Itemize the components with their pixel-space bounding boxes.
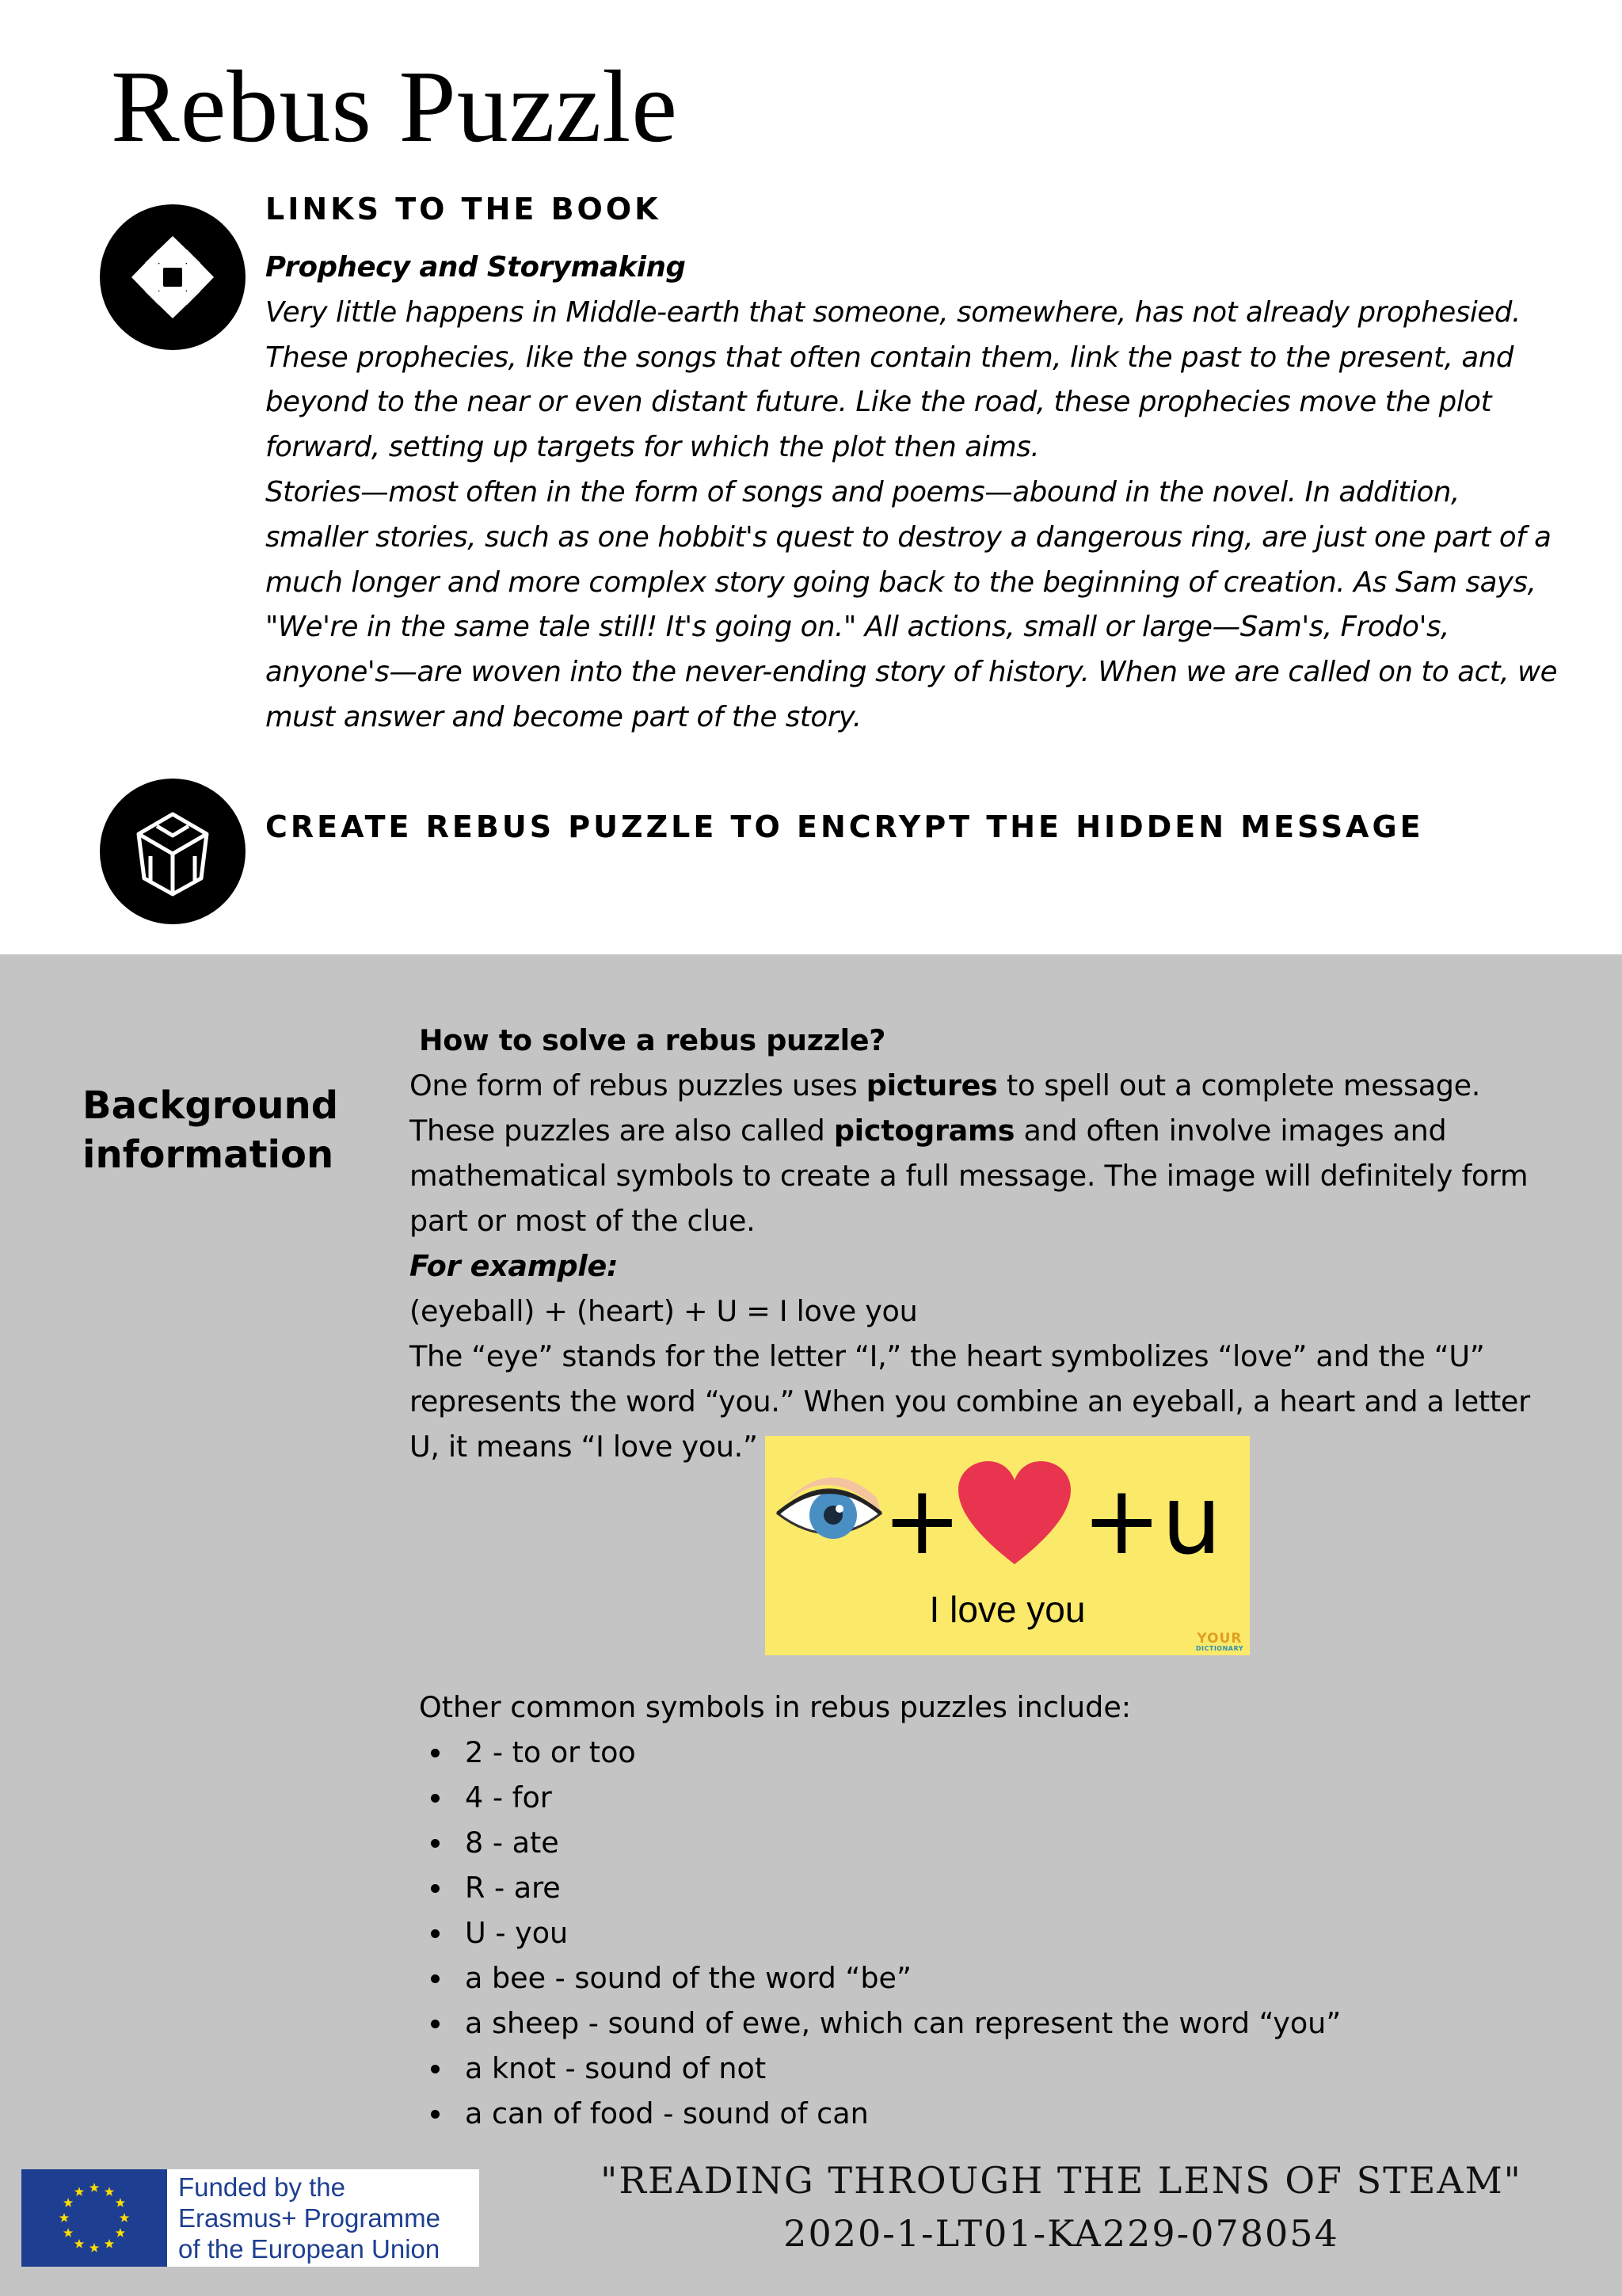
erasmus-funding-badge <box>21 2169 479 2267</box>
eu-flag-icon <box>21 2169 167 2267</box>
your-dictionary-logo: YOUR DICTIONARY <box>1195 1631 1243 1652</box>
list-item: R - are <box>419 1865 1567 1910</box>
list-item: 2 - to or too <box>419 1730 1567 1775</box>
eu-star <box>89 2183 99 2192</box>
background-info <box>409 1018 1574 1469</box>
question-heading: How to solve a rebus puzzle? <box>419 1023 886 1057</box>
cube-icon <box>100 779 246 924</box>
symbols-section <box>419 1685 1567 2136</box>
list-item: a sheep - sound of ewe, which can represent the word “you” <box>419 2001 1567 2046</box>
list-item: a can of food - sound of can <box>419 2091 1567 2136</box>
eu-star <box>116 2198 125 2207</box>
book-subheading: Prophecy and Storymaking <box>265 251 686 284</box>
funding-text: Funded by the Erasmus+ Programme of the European Union <box>178 2172 441 2264</box>
background-label: Background information <box>82 1083 339 1177</box>
symbols-intro: Other common symbols in rebus puzzles include: <box>419 1690 1132 1724</box>
eu-star <box>116 2228 125 2237</box>
rebus-plus-1: + <box>882 1466 962 1576</box>
task-heading: CREATE REBUS PUZZLE TO ENCRYPT THE HIDDEN MESSAGE <box>265 809 1424 844</box>
example-label: For example: <box>409 1249 619 1283</box>
eu-star <box>63 2228 73 2237</box>
eu-star <box>89 2243 99 2252</box>
eu-star <box>74 2239 84 2248</box>
list-item: 4 - for <box>419 1775 1567 1820</box>
book-paragraph-1: Very little happens in Middle-earth that someone, somewhere, has not already prophesied. These prophecies, like the songs that often contain them, link the past to the present, and beyond to the near or even distant future. Like the road, these prophecies move the plot forward, setting up targets for which the plot then aims. <box>265 295 1521 464</box>
eu-star <box>74 2187 84 2196</box>
rebus-plus-u: +u <box>1082 1466 1222 1576</box>
heart-icon <box>955 1460 1074 1571</box>
list-item: 8 - ate <box>419 1820 1567 1865</box>
project-title: "READING THROUGH THE LENS OF STEAM" <box>600 2159 1522 2202</box>
book-text <box>265 246 1564 741</box>
eye-icon <box>770 1466 889 1561</box>
example-explanation: The “eye” stands for the letter “I,” the heart symbolizes “love” and the “U” represents the word “you.” When you combine an eyeball, a heart and a letter U, it means “I love you.” <box>409 1339 1530 1464</box>
intro-paragraph: One form of rebus puzzles uses pictures to spell out a complete message. These puzzles are also called pictograms and often involve images and mathematical symbols to create a full message. The image will definitely form part or most of the clue. <box>409 1068 1529 1238</box>
page-title: Rebus Puzzle <box>111 50 679 164</box>
eu-star <box>63 2198 73 2207</box>
box-diamond-icon <box>100 204 246 350</box>
rebus-example-image <box>765 1436 1250 1655</box>
eu-star <box>105 2239 114 2248</box>
project-code: 2020-1-LT01-KA229-078054 <box>783 2212 1339 2255</box>
example-equation: (eyeball) + (heart) + U = I love you <box>409 1294 918 1328</box>
symbols-list <box>419 1730 1567 2136</box>
rebus-caption: I love you <box>929 1589 1086 1630</box>
list-item: a bee - sound of the word “be” <box>419 1955 1567 2001</box>
book-paragraph-2: Stories—most often in the form of songs and poems—abound in the novel. In addition, smaller stories, such as one hobbit's quest to destroy a dangerous ring, are just one part of a much longer and more complex story going back to the beginning of creation. As Sam says, "We're in the same tale still! It's going on." All actions, small or large—Sam's, Frodo's, anyone's—are woven into the never-ending story of history. When we are called on to act, we must answer and become part of the story. <box>265 475 1558 733</box>
project-footer <box>491 2154 1622 2260</box>
list-item: U - you <box>419 1910 1567 1955</box>
links-heading: LINKS TO THE BOOK <box>265 192 661 227</box>
eu-star <box>105 2187 114 2196</box>
list-item: a knot - sound of not <box>419 2046 1567 2091</box>
eu-star <box>59 2213 69 2222</box>
eu-star <box>120 2213 129 2222</box>
